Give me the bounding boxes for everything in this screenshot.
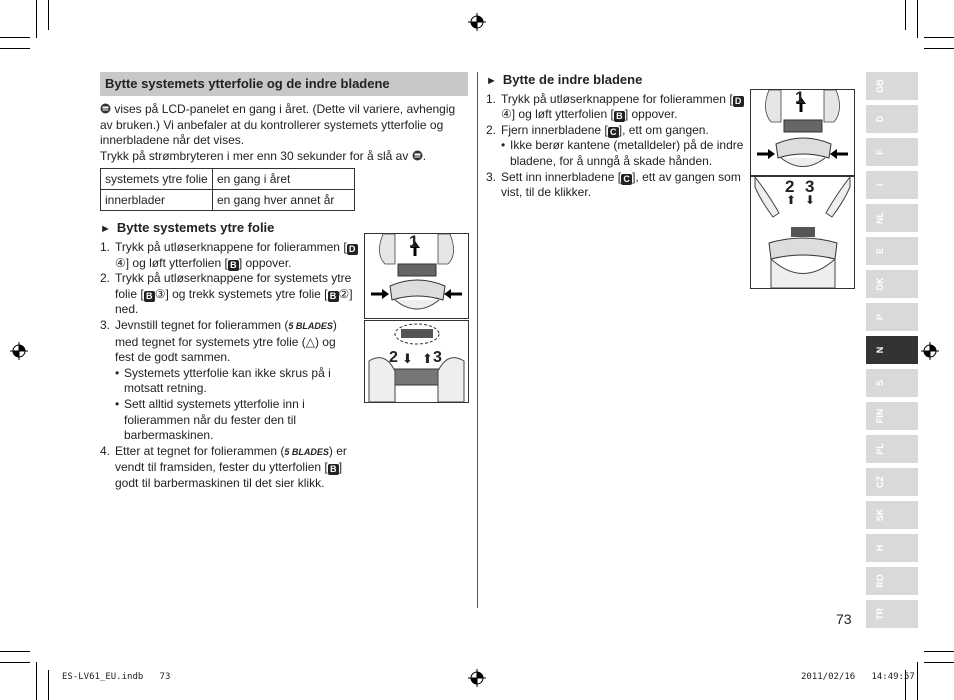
illustration-remove-inner-blades: [750, 89, 855, 176]
section-title: Bytte systemets ytterfolie og de indre bladene: [100, 72, 468, 96]
foil-replace-icon: [100, 103, 111, 114]
tab-sk[interactable]: SK: [866, 501, 918, 529]
list-item: 2. Fjern innerbladene [ C ], ett om gangen. • Ikke berør kantene (metalldeler) på de indre bladene, for å unngå å skade hånden.: [486, 123, 748, 170]
step3-notes: [115, 366, 358, 444]
crop-mark: [0, 48, 30, 49]
badge-b-icon: B: [328, 291, 339, 302]
illustration-remove-foil-frame: [364, 233, 469, 319]
crop-mark: [0, 662, 30, 663]
arrow-down-icon: ⬇: [805, 193, 816, 207]
list-item: 3. Jevnstill tegnet for folierammen (5 BLADES) med tegnet for systemets ytre folie (△) og fest de godt sammen. • Systemets ytterfolie kan ikke skrus på i motsatt retning. • Sett alltid systemets ytterfolie inn i folierammen når du fester den til barbermaskinen.: [100, 318, 358, 444]
registration-mark-icon: [921, 342, 939, 360]
illustration-insert-inner-blades: [750, 176, 855, 289]
play-arrow-icon: ►: [486, 75, 497, 87]
crop-mark: [905, 0, 906, 30]
list-item: 1. Trykk på utløserknappene for folierammen [ D④] og løft ytterfolien [ B ] oppover.: [486, 92, 748, 123]
badge-c-icon: C: [621, 174, 632, 185]
table-cell: en gang hver annet år: [213, 190, 355, 211]
arrow-down-icon: ⬇: [402, 351, 413, 366]
badge-b-icon: B: [144, 291, 155, 302]
figure-step-label: 2: [785, 177, 795, 196]
play-arrow-icon: ►: [100, 223, 111, 236]
tab-h[interactable]: H: [866, 534, 918, 562]
table-row: [101, 169, 355, 190]
crop-mark: [924, 48, 954, 49]
crop-mark: [0, 37, 30, 38]
tab-e[interactable]: E: [866, 237, 918, 265]
inner-blades-insert-illustration: [751, 177, 854, 288]
tab-fin[interactable]: FIN: [866, 402, 918, 430]
tab-cz[interactable]: CZ: [866, 468, 918, 496]
list-item: 2. Trykk på utløserknappene for systemets ytre folie [ B ③] og trekk systemets ytre folie [ B ②] ned.: [100, 271, 353, 317]
tab-gb[interactable]: GB: [866, 72, 918, 100]
figure-step-label: 1: [409, 233, 419, 251]
registration-mark-icon: [468, 669, 486, 687]
illustration-attach-foil: [364, 320, 469, 403]
crop-mark: [917, 0, 918, 38]
crop-mark: [924, 662, 954, 663]
subsection-title-inner-blades: ► Bytte de indre bladene: [486, 72, 643, 87]
crop-mark: [924, 37, 954, 38]
table-cell: en gang i året: [213, 169, 355, 190]
figure-step-label: 3: [805, 177, 815, 196]
list-item: 3. Sett inn innerbladene [ C ], ett av gangen som vist, til de klikker.: [486, 169, 741, 200]
badge-c-icon: C: [608, 127, 619, 138]
list-item: • Ikke berør kantene (metalldeler) på de indre bladene, for å unngå å skade hånden.: [501, 138, 748, 169]
crop-mark: [48, 0, 49, 30]
crop-mark: [48, 670, 49, 700]
tab-s[interactable]: S: [866, 369, 918, 397]
badge-b-icon: B: [228, 260, 239, 271]
page-number: 73: [836, 611, 852, 627]
badge-b-icon: B: [328, 464, 339, 475]
tab-dk[interactable]: DK: [866, 270, 918, 298]
badge-d-icon: D: [347, 244, 358, 255]
five-blades-logo: 5 BLADES: [284, 446, 329, 457]
crop-mark: [36, 662, 37, 700]
registration-mark-icon: [10, 342, 28, 360]
tab-pl[interactable]: PL: [866, 435, 918, 463]
crop-mark: [924, 651, 954, 652]
footer-timestamp: 2011/02/16 14:49:57: [801, 672, 915, 682]
language-tab-strip: [866, 72, 918, 628]
intro-paragraph: vises på LCD-panelet en gang i året. (Dette vil variere, avhengig av bruken.) Vi anbefaler at du kontrollerer systemets ytterfolie og innerbladene når det vises.: [100, 102, 456, 148]
step2-notes: [501, 138, 748, 169]
footer-file-info: ES-LV61_EU.indb 73: [62, 672, 171, 682]
tab-d[interactable]: D: [866, 105, 918, 133]
tab-i[interactable]: I: [866, 171, 918, 199]
list-item: • Sett alltid systemets ytterfolie inn i folierammen når du fester den til barbermaskinen.: [115, 397, 358, 444]
tab-ro[interactable]: RO: [866, 567, 918, 595]
crop-mark: [36, 0, 37, 38]
list-item: 4. Etter at tegnet for folierammen (5 BLADES) er vendt til framsiden, fester du ytterfolien [ B ] godt til barbermaskinen til det sier klikk.: [100, 443, 347, 490]
registration-mark-icon: [468, 13, 486, 31]
outer-foil-attach-illustration: [365, 321, 468, 402]
table-cell: innerblader: [101, 190, 213, 211]
outer-foil-steps: [100, 240, 358, 492]
tab-nl[interactable]: NL: [866, 204, 918, 232]
tab-n[interactable]: N: [866, 336, 918, 364]
subsection-title-outer-foil: ► Bytte systemets ytre folie: [100, 220, 275, 236]
table-cell: systemets ytre folie: [101, 169, 213, 190]
replacement-table: [100, 168, 355, 211]
badge-d-icon: D: [733, 96, 744, 107]
tab-p[interactable]: P: [866, 303, 918, 331]
five-blades-logo: 5 BLADES: [288, 320, 333, 331]
figure-step-label: 2: [389, 349, 398, 366]
crop-mark: [917, 662, 918, 700]
list-item: • Systemets ytterfolie kan ikke skrus på i motsatt retning.: [115, 366, 358, 397]
figure-step-label: 3: [433, 349, 442, 366]
arrow-up-icon: ⬆: [422, 351, 433, 366]
intro-power-text: Trykk på strømbryteren i mer enn 30 sekunder for å slå av .: [100, 148, 427, 163]
foil-replace-icon: [412, 150, 423, 161]
table-row: [101, 190, 355, 211]
figure-step-label: 1: [795, 89, 805, 107]
column-divider: [477, 72, 478, 608]
inner-blades-steps: [486, 92, 748, 201]
tab-tr[interactable]: TR: [866, 600, 918, 628]
badge-b-icon: B: [614, 111, 625, 122]
list-item: 1. Trykk på utløserknappene for folierammen [ D④] og løft ytterfolien [ B ] oppover.: [100, 240, 358, 271]
arrow-up-icon: ⬆: [786, 193, 797, 207]
right-column: [486, 72, 748, 201]
tab-f[interactable]: F: [866, 138, 918, 166]
crop-mark: [0, 651, 30, 652]
